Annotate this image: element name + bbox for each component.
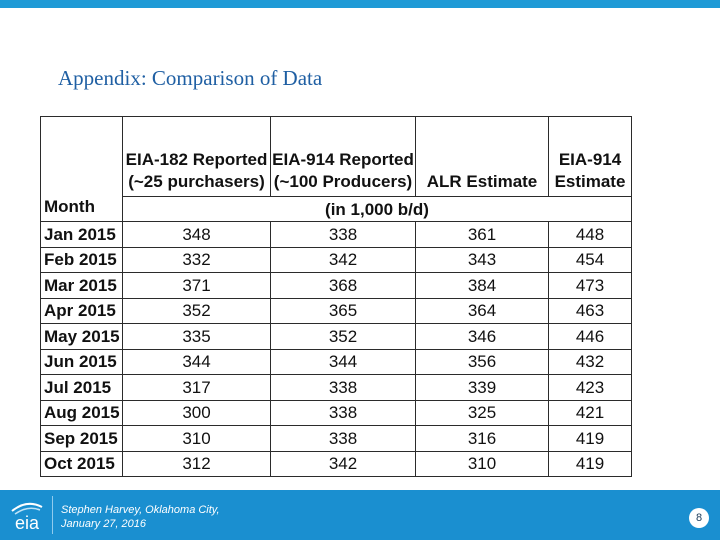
cell-alr: 310 (416, 451, 549, 477)
eia-logo-icon (6, 497, 48, 533)
table-row (41, 273, 632, 299)
table-row (41, 426, 632, 452)
cell-eia914-reported: 344 (271, 349, 416, 375)
header-eia914-estimate-line2: Estimate (554, 172, 626, 191)
cell-month: Aug 2015 (41, 400, 123, 426)
cell-eia914-estimate: 423 (549, 375, 632, 401)
cell-eia914-estimate: 454 (549, 247, 632, 273)
cell-alr: 364 (416, 298, 549, 324)
cell-eia914-reported: 368 (271, 273, 416, 299)
header-eia914-estimate (549, 117, 632, 197)
cell-eia914-estimate: 432 (549, 349, 632, 375)
cell-month: Feb 2015 (41, 247, 123, 273)
table-row (41, 298, 632, 324)
presenter-line-2: January 27, 2016 (61, 518, 147, 530)
cell-eia182: 335 (123, 324, 271, 350)
cell-eia182: 312 (123, 451, 271, 477)
cell-eia182: 317 (123, 375, 271, 401)
cell-eia914-reported: 338 (271, 375, 416, 401)
table-row (41, 247, 632, 273)
table-row (41, 324, 632, 350)
cell-eia914-reported: 365 (271, 298, 416, 324)
cell-eia182: 300 (123, 400, 271, 426)
cell-alr: 316 (416, 426, 549, 452)
cell-eia914-estimate: 421 (549, 400, 632, 426)
cell-alr: 361 (416, 222, 549, 248)
cell-month: Jun 2015 (41, 349, 123, 375)
table-row (41, 375, 632, 401)
cell-month: Jul 2015 (41, 375, 123, 401)
cell-eia914-estimate: 446 (549, 324, 632, 350)
cell-eia182: 344 (123, 349, 271, 375)
cell-alr: 325 (416, 400, 549, 426)
cell-eia182: 348 (123, 222, 271, 248)
cell-alr: 384 (416, 273, 549, 299)
cell-eia914-reported: 342 (271, 247, 416, 273)
cell-eia182: 332 (123, 247, 271, 273)
header-eia914-reported (271, 117, 416, 197)
cell-eia914-reported: 342 (271, 451, 416, 477)
units-row (41, 197, 632, 222)
cell-month: Jan 2015 (41, 222, 123, 248)
cell-eia914-estimate: 419 (549, 451, 632, 477)
header-eia182-line2: (~25 purchasers) (128, 172, 265, 191)
cell-month: Mar 2015 (41, 273, 123, 299)
cell-eia914-reported: 338 (271, 222, 416, 248)
top-accent-bar (0, 0, 720, 8)
cell-month: Sep 2015 (41, 426, 123, 452)
cell-eia914-estimate: 419 (549, 426, 632, 452)
cell-alr: 339 (416, 375, 549, 401)
units-label: (in 1,000 b/d) (123, 197, 632, 222)
table-row (41, 400, 632, 426)
footer-divider (52, 496, 53, 534)
cell-alr: 356 (416, 349, 549, 375)
eia-logo-text: eia (14, 513, 40, 533)
cell-eia182: 371 (123, 273, 271, 299)
presenter-line-1: Stephen Harvey, Oklahoma City, (61, 504, 220, 516)
cell-eia914-estimate: 473 (549, 273, 632, 299)
cell-eia914-estimate: 448 (549, 222, 632, 248)
table-row (41, 349, 632, 375)
cell-eia914-reported: 338 (271, 426, 416, 452)
header-eia182 (123, 117, 271, 197)
cell-eia182: 310 (123, 426, 271, 452)
cell-eia914-reported: 352 (271, 324, 416, 350)
table-row (41, 222, 632, 248)
cell-eia182: 352 (123, 298, 271, 324)
cell-eia914-reported: 338 (271, 400, 416, 426)
cell-month: Apr 2015 (41, 298, 123, 324)
page-number: 8 (689, 508, 709, 528)
presenter-info (61, 503, 220, 531)
cell-eia914-estimate: 463 (549, 298, 632, 324)
header-eia182-line1: EIA-182 Reported (125, 150, 268, 169)
header-alr: ALR Estimate (416, 117, 549, 197)
header-eia914-reported-line1: EIA-914 Reported (272, 150, 414, 169)
cell-month: Oct 2015 (41, 451, 123, 477)
header-eia914-reported-line2: (~100 Producers) (273, 172, 413, 191)
header-eia914-estimate-line1: EIA-914 (558, 150, 622, 169)
cell-month: May 2015 (41, 324, 123, 350)
slide-title: Appendix: Comparison of Data (58, 66, 323, 90)
table-row (41, 451, 632, 477)
header-month: Month (41, 117, 123, 222)
comparison-table (40, 116, 632, 477)
cell-alr: 343 (416, 247, 549, 273)
cell-alr: 346 (416, 324, 549, 350)
header-row (41, 117, 632, 197)
